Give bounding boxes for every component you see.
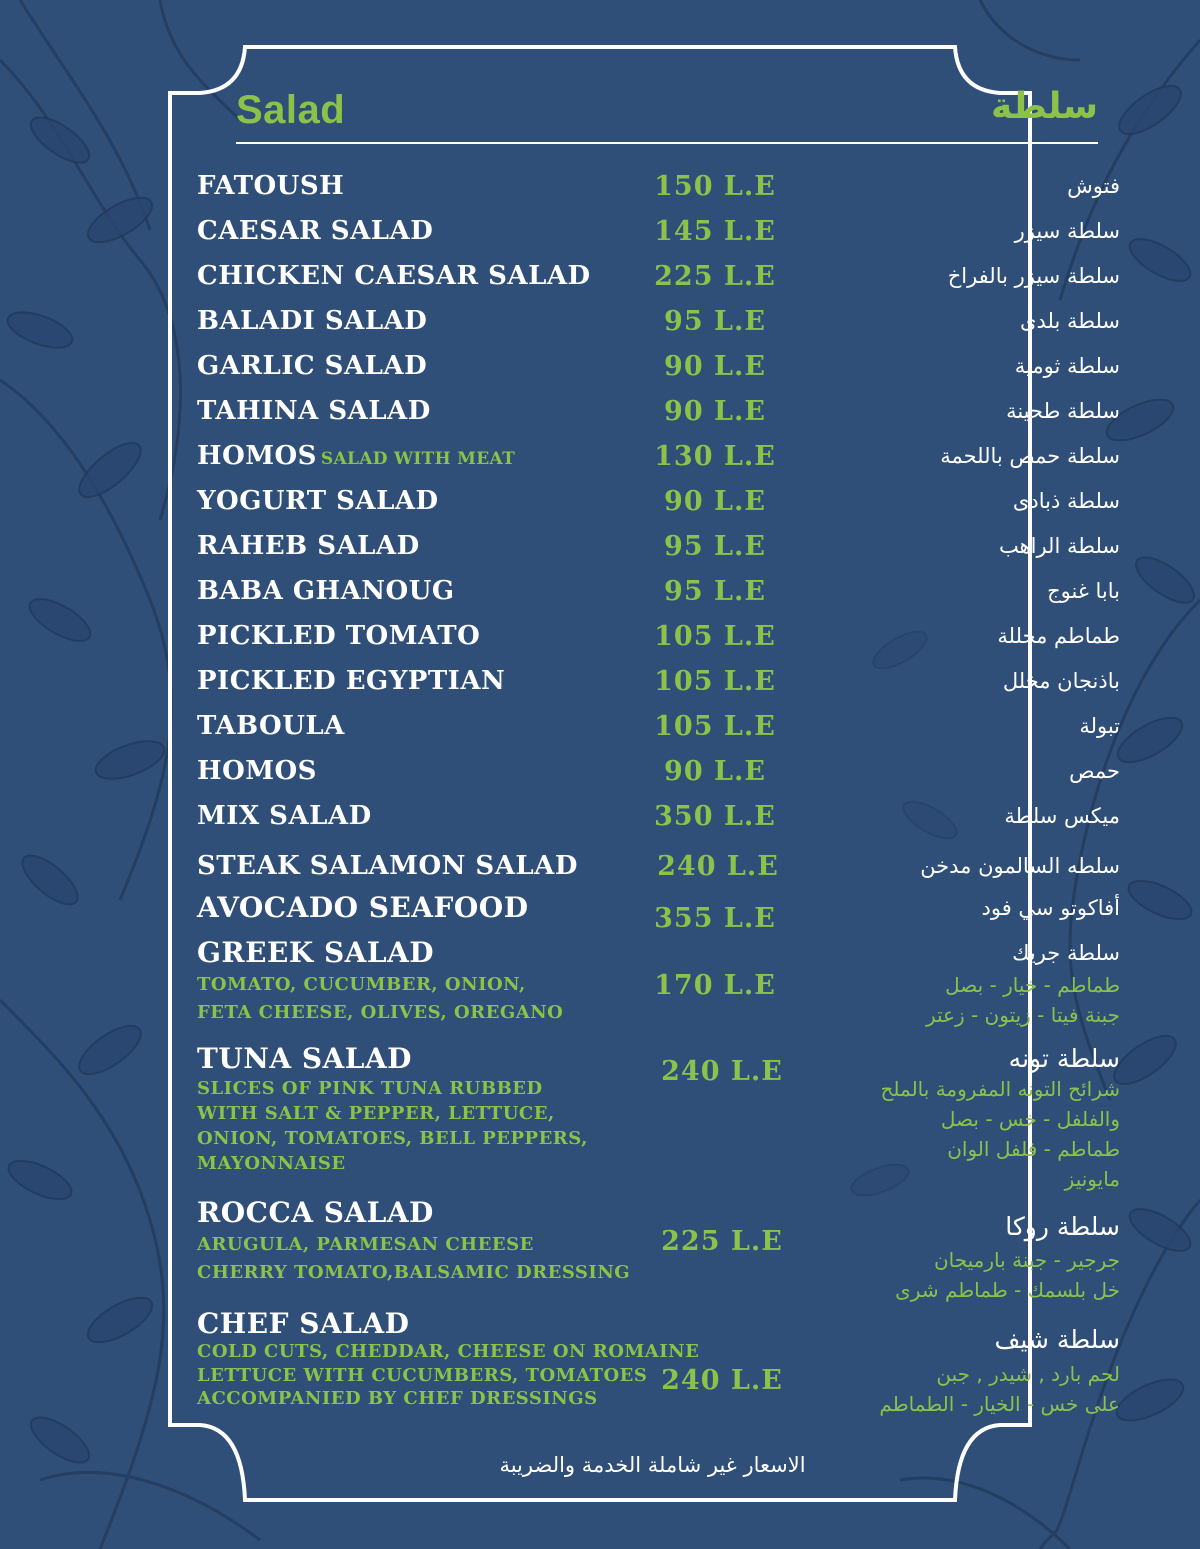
item-price: 145 L.E	[654, 216, 776, 247]
item-desc-ar-line: شرائح التونه المفرومة بالملح	[880, 1077, 1120, 1101]
item-name-ar: سلطه السالمون مدخن	[920, 854, 1120, 878]
item-name-ar: سلطة روكا	[1005, 1212, 1120, 1241]
item-name-ar: سلطة حمص باللحمة	[940, 444, 1120, 468]
item-name-ar: سلطة ذبادى	[1012, 489, 1120, 513]
item-desc-en-line: ONION, TOMATOES, BELL PEPPERS,	[197, 1128, 588, 1149]
item-name-ar: سلطة الراهب	[998, 534, 1120, 558]
footer-note: الاسعار غير شاملة الخدمة والضريبة	[499, 1453, 806, 1477]
item-price: 95 L.E	[664, 306, 766, 337]
item-name-en: RAHEB SALAD	[197, 531, 420, 561]
item-desc-ar-line: لحم بارد , شيدر , جبن	[936, 1362, 1120, 1386]
item-name-ar: سلطة سيزر بالفراخ	[947, 264, 1120, 288]
item-price: 90 L.E	[664, 396, 766, 427]
item-price: 170 L.E	[654, 970, 776, 1001]
title-divider	[236, 142, 1098, 144]
item-price: 240 L.E	[661, 1365, 783, 1396]
item-price: 105 L.E	[654, 711, 776, 742]
item-desc-ar-line: طماطم - خيار - بصل	[945, 973, 1120, 997]
item-price: 240 L.E	[661, 1056, 783, 1087]
item-desc-ar-line: جبنة فيتا - زيتون - زعتر	[925, 1003, 1120, 1027]
item-name-en: CAESAR SALAD	[197, 216, 434, 246]
item-name-en: PICKLED TOMATO	[197, 621, 481, 651]
item-price: 225 L.E	[661, 1226, 783, 1257]
item-name-en: TUNA SALAD	[197, 1042, 412, 1075]
item-desc-ar-line: مايونيز	[1064, 1167, 1120, 1191]
item-price: 90 L.E	[664, 486, 766, 517]
item-desc-ar-line: جرجير - جبنة بارميجان	[933, 1248, 1120, 1272]
item-desc-ar-line: خل بلسمك - طماطم شرى	[895, 1278, 1120, 1302]
item-name-ar: بابا غنوج	[1047, 579, 1120, 603]
item-name-en: PICKLED EGYPTIAN	[197, 666, 506, 696]
item-name-en: GREEK SALAD	[197, 936, 435, 969]
item-price: 350 L.E	[654, 801, 776, 832]
item-name-ar: حمص	[1069, 759, 1120, 783]
item-name-ar: فتوش	[1067, 174, 1120, 198]
item-desc-en-line: FETA CHEESE, OLIVES, OREGANO	[197, 1002, 564, 1023]
item-price: 240 L.E	[657, 851, 779, 882]
item-desc-en-line: ARUGULA, PARMESAN CHEESE	[197, 1234, 534, 1255]
item-name-en: BALADI SALAD	[197, 306, 428, 336]
item-name-ar: سلطة ثومية	[1014, 354, 1120, 378]
item-price: 95 L.E	[664, 576, 766, 607]
item-name-en: AVOCADO SEAFOOD	[197, 891, 529, 924]
item-desc-ar-line: طماطم - فلفل الوان	[947, 1137, 1120, 1161]
item-desc-en-line: ACCOMPANIED BY CHEF DRESSINGS	[197, 1388, 598, 1409]
item-name-ar: سلطة بلدى	[1020, 309, 1120, 333]
item-name-ar: باذنجان مخلل	[1002, 669, 1120, 693]
section-title-ar: سلطة	[991, 86, 1098, 127]
item-name-en: TABOULA	[197, 711, 345, 741]
item-name-en: STEAK SALAMON SALAD	[197, 851, 578, 881]
item-desc-en-line: LETTUCE WITH CUCUMBERS, TOMATOES	[197, 1365, 648, 1386]
item-price: 355 L.E	[654, 903, 776, 934]
item-desc-ar-line: على خس - الخيار - الطماطم	[879, 1392, 1120, 1416]
item-desc-en-line: MAYONNAISE	[197, 1153, 346, 1174]
item-subtitle-en: SALAD WITH MEAT	[320, 449, 516, 469]
item-desc-en-line: SLICES OF PINK TUNA RUBBED	[197, 1078, 543, 1099]
item-price: 90 L.E	[664, 351, 766, 382]
item-name-en: CHEF SALAD	[197, 1307, 410, 1340]
item-desc-en-line: CHERRY TOMATO,BALSAMIC DRESSING	[197, 1262, 631, 1283]
item-price: 105 L.E	[654, 666, 776, 697]
item-name-ar: سلطة سيزر	[1014, 219, 1120, 243]
item-price: 150 L.E	[654, 171, 776, 202]
item-price: 95 L.E	[664, 531, 766, 562]
item-name-en: BABA GHANOUG	[197, 576, 455, 606]
section-title-en: Salad	[236, 88, 346, 132]
item-name-ar: سلطة شيف	[994, 1325, 1120, 1354]
item-name-en: ROCCA SALAD	[197, 1196, 434, 1229]
item-desc-en-line: TOMATO, CUCUMBER, ONION,	[197, 974, 526, 995]
item-name-ar: سلطة طحينة	[1006, 399, 1120, 423]
item-price: 105 L.E	[654, 621, 776, 652]
item-name-en: CHICKEN CAESAR SALAD	[197, 261, 591, 291]
item-name-ar: سلطة جريك	[1012, 941, 1120, 965]
item-price: 225 L.E	[654, 261, 776, 292]
item-price: 90 L.E	[664, 756, 766, 787]
item-name-ar: ميكس سلطة	[1004, 804, 1120, 828]
item-name-en: FATOUSH	[197, 171, 345, 201]
item-name-en: YOGURT SALAD	[197, 486, 439, 516]
item-name-ar: أفاكوتو سي فود	[981, 896, 1120, 920]
item-desc-ar-line: والفلفل - خس - بصل	[940, 1107, 1120, 1131]
item-desc-en-line: WITH SALT & PEPPER, LETTUCE,	[197, 1103, 555, 1124]
item-price: 130 L.E	[654, 441, 776, 472]
item-name-ar: طماطم مخللة	[997, 624, 1120, 648]
item-name-en: GARLIC SALAD	[197, 351, 428, 381]
item-desc-en-line: COLD CUTS, CHEDDAR, CHEESE ON ROMAINE	[197, 1341, 700, 1362]
item-name-ar: تبولة	[1079, 714, 1120, 738]
item-name-en: HOMOS	[197, 756, 317, 786]
item-name-en: TAHINA SALAD	[197, 396, 431, 426]
item-name-en: HOMOS SALAD WITH MEAT	[197, 441, 516, 471]
item-name-en: MIX SALAD	[197, 801, 372, 831]
item-name-ar: سلطة تونه	[1008, 1044, 1120, 1073]
